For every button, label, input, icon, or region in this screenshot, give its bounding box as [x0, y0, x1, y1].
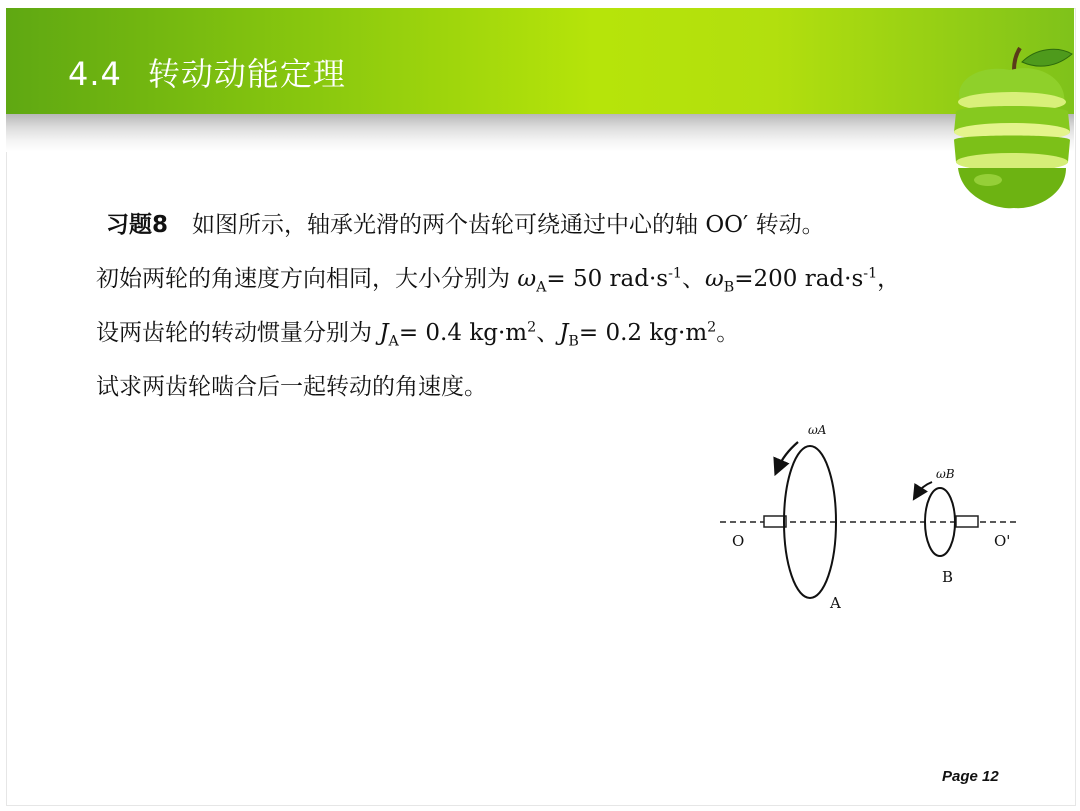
gear-diagram: [700, 410, 1040, 620]
omega-a-arrow: [778, 442, 798, 468]
omega-b-value: =200 rad·s: [734, 266, 864, 292]
problem-line-2: [96, 252, 1036, 306]
separator: 、: [681, 266, 705, 292]
omega-a-symbol: ω: [517, 266, 537, 292]
line2-prefix: 初始两轮的角速度方向相同，大小分别为: [96, 266, 518, 292]
page-label: Page: [942, 768, 983, 785]
apple-icon: [940, 40, 1080, 210]
problem-line4-text: 试求两齿轮啮合后一起转动的角速度。: [96, 374, 487, 400]
section-number: 4.4: [68, 55, 122, 93]
j-b-exponent: 2: [707, 319, 717, 336]
comma: ，: [877, 266, 901, 292]
period: 。: [716, 320, 740, 346]
j-b-symbol: J: [559, 320, 569, 346]
line3-prefix: 设两齿轮的转动惯量分别为: [96, 320, 380, 346]
page-number-value: 12: [982, 768, 999, 785]
problem-line-3: [96, 306, 1036, 360]
label-B: B: [942, 568, 954, 586]
label-A: A: [830, 594, 841, 612]
omega-b-exponent: -1: [863, 265, 878, 282]
omega-b-symbol: ω: [704, 266, 724, 292]
omega-b-arrow: [917, 482, 932, 494]
omega-b-label: ωB: [936, 467, 955, 481]
problem-line-1: [96, 198, 1036, 252]
slide-title: [68, 52, 346, 96]
j-b-subscript: B: [568, 333, 579, 350]
omega-a-subscript: A: [536, 279, 547, 296]
j-a-exponent: 2: [527, 319, 537, 336]
j-a-symbol: J: [379, 320, 389, 346]
page-number: [942, 768, 999, 785]
label-O: O: [732, 532, 745, 550]
section-title: 转动动能定理: [147, 55, 346, 93]
separator: 、: [536, 320, 560, 346]
problem-line1-text: 如图所示，轴承光滑的两个齿轮可绕通过中心的轴 OO′ 转动。: [192, 212, 825, 238]
omega-a-label: ωA: [808, 423, 827, 437]
problem-label: 习题8: [106, 212, 169, 238]
problem-line-4: [96, 360, 1036, 414]
j-b-value: = 0.2 kg·m: [578, 320, 708, 346]
j-a-value: = 0.4 kg·m: [398, 320, 528, 346]
label-O-prime: O': [994, 532, 1011, 550]
bearing-left: [764, 516, 786, 527]
bearing-right: [956, 516, 978, 527]
header-shadow: [6, 114, 1074, 152]
omega-b-subscript: B: [723, 279, 735, 296]
omega-a-value: = 50 rad·s: [546, 266, 669, 292]
j-a-subscript: A: [388, 333, 399, 350]
problem-text: [96, 198, 1036, 414]
omega-a-exponent: -1: [668, 265, 682, 282]
